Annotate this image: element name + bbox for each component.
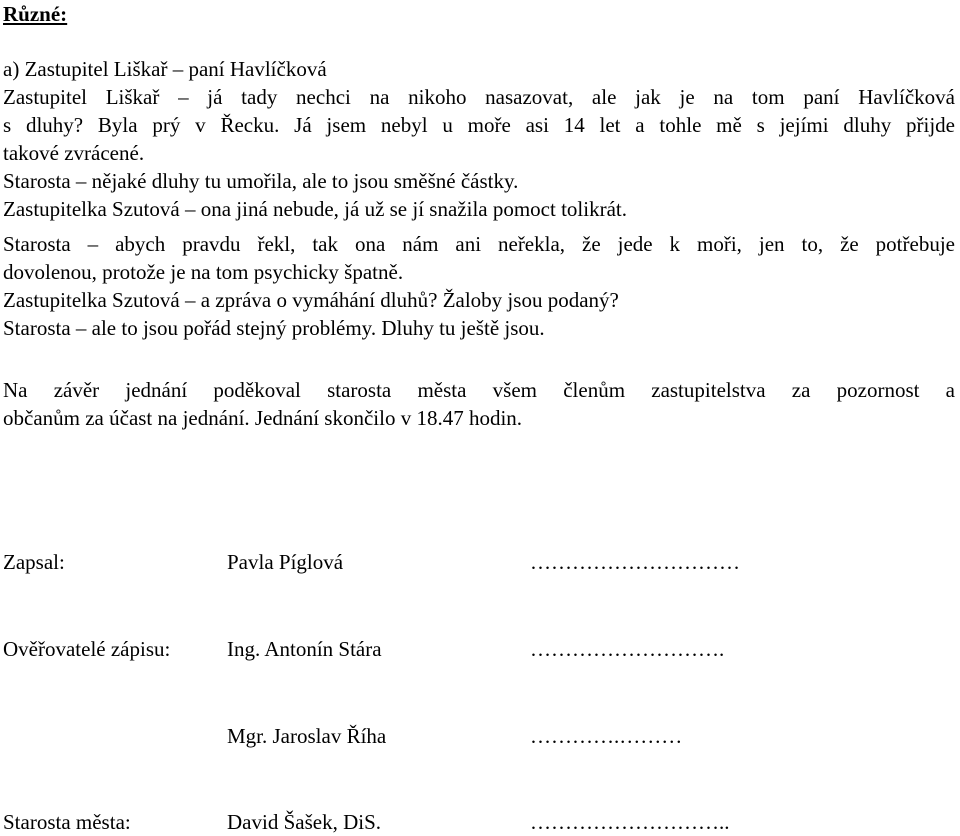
verifiers-label: Ověřovatelé zápisu: <box>3 637 171 661</box>
mayor-label: Starosta města: <box>3 810 131 834</box>
mayor-signature-line: ……………………….. <box>530 810 730 834</box>
verifier-2-name: Mgr. Jaroslav Říha <box>227 724 387 748</box>
closing-line-1: Na závěr jednání poděkoval starosta města všem členům zastupitelstva za pozornost a <box>3 378 955 402</box>
paragraph-line-3: takové zvrácené. <box>3 141 145 165</box>
paragraph-line-7: dovolenou, protože je na tom psychicky špatně. <box>3 260 404 284</box>
paragraph-line-2: s dluhy? Byla prý v Řecku. Já jsem nebyl u moře asi 14 let a tohle mě s jejími dluhy přijde <box>3 113 955 137</box>
mayor-name: David Šašek, DiS. <box>227 810 381 834</box>
recorder-signature-line: ………………………… <box>530 550 740 574</box>
recorder-label: Zapsal: <box>3 550 65 574</box>
agenda-item-title: a) Zastupitel Liškař – paní Havlíčková <box>3 57 327 81</box>
closing-line-2: občanům za účast na jednání. Jednání skončilo v 18.47 hodin. <box>3 406 523 430</box>
verifier-1-signature-line: ………………………. <box>530 637 725 661</box>
paragraph-line-1: Zastupitel Liškař – já tady nechci na nikoho nasazovat, ale jak je na tom paní Havlíčková <box>3 85 955 109</box>
section-heading: Různé: <box>3 2 68 26</box>
verifier-2-signature-line: ………….……… <box>530 724 683 748</box>
paragraph-line-9: Starosta – ale to jsou pořád stejný problémy. Dluhy tu ještě jsou. <box>3 316 545 340</box>
paragraph-line-8: Zastupitelka Szutová – a zpráva o vymáhání dluhů? Žaloby jsou podaný? <box>3 288 619 312</box>
paragraph-line-6: Starosta – abych pravdu řekl, tak ona nám ani neřekla, že jede k moři, jen to, že potřebuje <box>3 232 955 256</box>
paragraph-line-5: Zastupitelka Szutová – ona jiná nebude, já už se jí snažila pomoct tolikrát. <box>3 197 627 221</box>
paragraph-line-4: Starosta – nějaké dluhy tu umořila, ale to jsou směšné částky. <box>3 169 519 193</box>
recorder-name: Pavla Píglová <box>227 550 344 574</box>
verifier-1-name: Ing. Antonín Stára <box>227 637 382 661</box>
